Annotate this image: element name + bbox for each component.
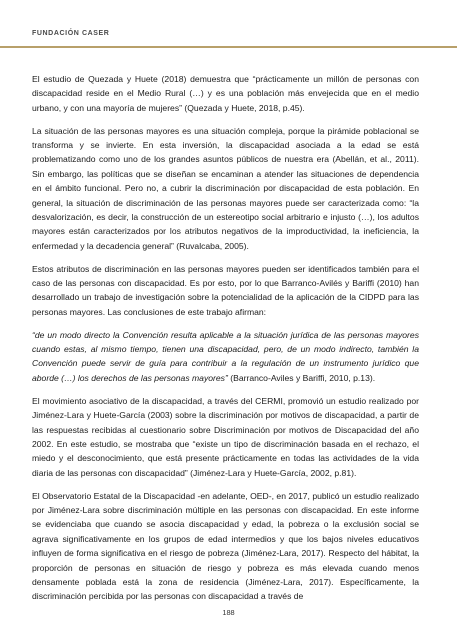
running-header: FUNDACIÓN CASER (32, 30, 110, 37)
quote-text: “de un modo directo la Convención resulta aplicable a la situación jurídica de las personas mayores cuando estas, al mismo tiempo, tienen una discapacidad, pero, de un modo indirecto, también la Convención puede servir de guía para contribuir a la regulación de un instrumento jurídico que aborde (…) los derechos de las personas mayores” (32, 329, 419, 383)
header-divider (0, 46, 457, 48)
page-number: 188 (222, 608, 235, 617)
block-quote (32, 328, 419, 386)
quote-citation: (Barranco-Aviles y Bariffi, 2010, p.13). (227, 372, 376, 383)
page-body (32, 72, 419, 612)
body-paragraph: El movimiento asociativo de la discapacidad, a través del CERMI, promovió un estudio realizado por Jiménez-Lara y Huete-García (2003) sobre la discriminación por motivos de discapacidad, a partir de las respuestas recibidas al cuestionario sobre Discriminación por motivos de Discapacidad del año 2002. En este estudio, se mostraba que “existe un tipo de discriminación basada en el rechazo, el miedo y el desconocimiento, que está presente prácticamente en todas las actividades de la vida diaria de las personas con discapacidad” (Jiménez-Lara y Huete-García, 2002, p.81). (32, 395, 419, 478)
body-paragraph: El estudio de Quezada y Huete (2018) demuestra que “prácticamente un millón de personas con discapacidad reside en el Medio Rural (…) y es una población más envejecida que en el medio urbano, y con una mayoría de mujeres” (Quezada y Huete, 2018, p.45). (32, 74, 419, 113)
body-paragraph: Estos atributos de discriminación en las personas mayores pueden ser identificados también para el caso de las personas con discapacidad. Es por esto, por lo que Barranco-Avilés y Bariffi (2010) han desarrollado un trabajo de investigación sobre la potencialidad de la aplicación de la CIDPD para las personas mayores. Las conclusiones de este trabajo afirman: (32, 263, 419, 317)
body-paragraph: El Observatorio Estatal de la Discapacidad -en adelante, OED-, en 2017, publicó un estudio realizado por Jiménez-Lara sobre discriminación múltiple en las personas con discapacidad. En este informe se evidenciaba que cuando se asocia discapacidad y edad, la pobreza o la exclusión social se agrava significativamente en los grupos de edad intermedios y que los bajos niveles educativos influyen de forma significativa en el riesgo de pobreza (Jiménez-Lara, 2017). Respecto del hábitat, la proporción de personas en situación de riesgo y pobreza es más elevada cuando menos densamente poblada está la zona de residencia (Jiménez-Lara, 2017). Específicamente, la discriminación percibida por las personas con discapacidad a través de (32, 490, 419, 602)
body-paragraph: La situación de las personas mayores es una situación compleja, porque la pirámide poblacional se transforma y se invierte. En esta inversión, la discapacidad asociada a la edad se está problematizando como uno de los grandes asuntos públicos de nuestra era (Abellán, et al., 2011). Sin embargo, las políticas que se diseñan se encaminan a atender las situaciones de dependencia en el ámbito funcional. Pero no, a cubrir la discriminación por discapacidad de esta población. En general, la situación de discriminación de las personas mayores puede ser caracterizada como: “la desvalorización, es decir, la construcción de un estereotipo social arbitrario e injusto (…), los adultos mayores están caracterizados por los atributos negativos de la improductividad, la ineficiencia, la enfermedad y la decadencia general” (Ruvalcaba, 2005). (32, 125, 419, 251)
